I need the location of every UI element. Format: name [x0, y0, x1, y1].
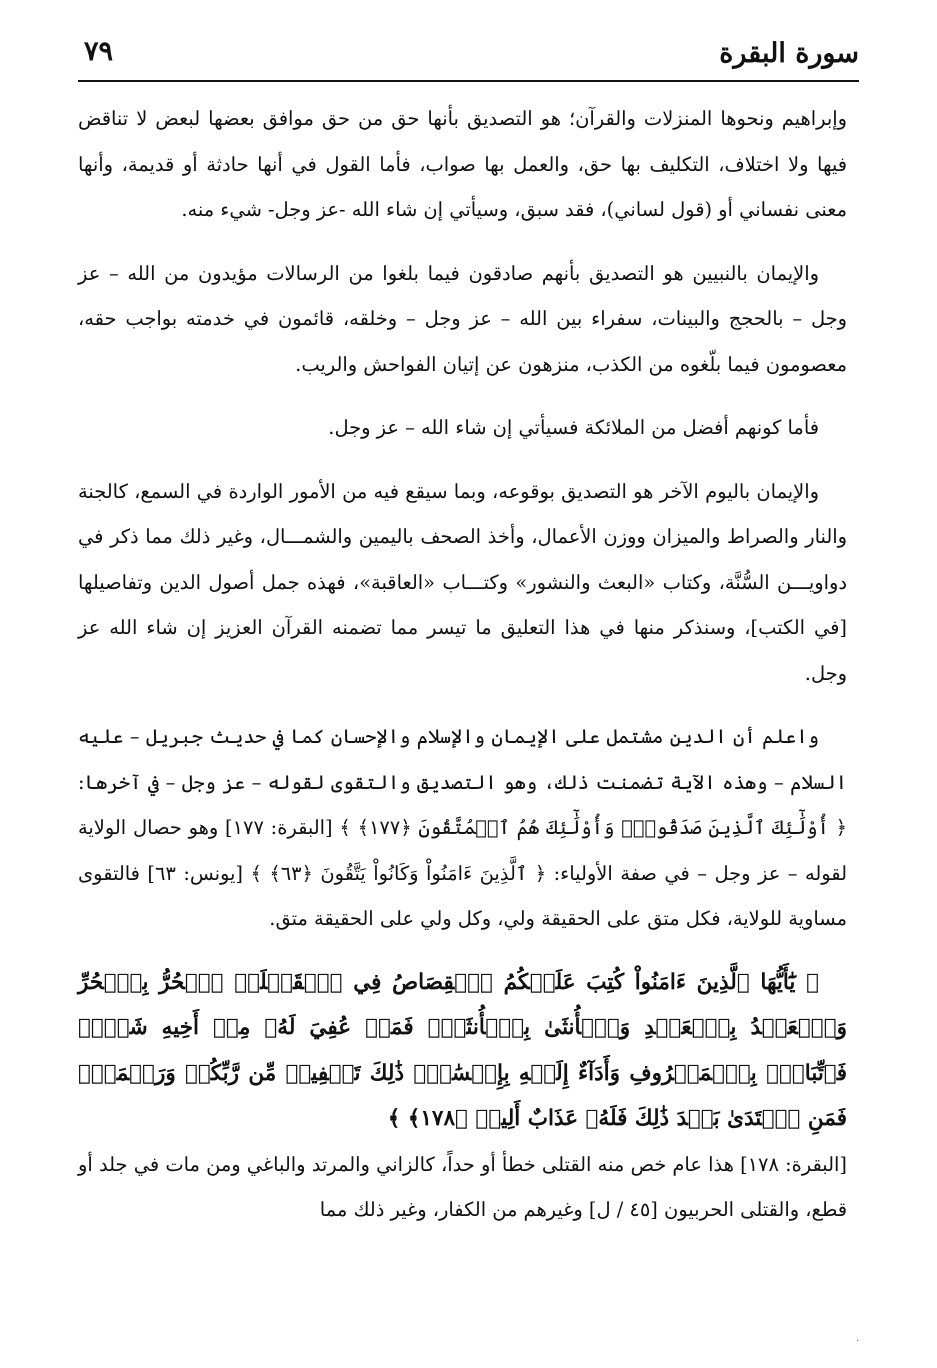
paragraph-scriptures: وإبراهيم ونحوها المنزلات والقرآن؛ هو التصديق بأنها حق من حق موافق بعضها لبعض لا تناقض فيها ولا اختلاف، التكليف بها حق، والعمل بها صواب، فأما القول في أنها حادثة أو قديمة، وأنها معنى نفساني أو (قول لساني)، فقد سبق، وسيأتي إن شاء الله -عز وجل- شيء منه.: [78, 107, 847, 221]
paragraph-angels: فأما كونهم أفضل من الملائكة فسيأتي إن شاء الله – عز وجل.: [328, 416, 819, 439]
paragraph-religion: واعلم أن الدين مشتمل على الإيمان والإسلام والإحسان كما في حديث جبريل – عليه السلام – وهذه الآية تضمنت ذلك، وهو التصديق والتقوى لقوله – عز وجل – في آخرها: ﴿ أُوْلَٰٓئِكَ ٱلَّذِينَ صَدَقُواْۖ وَأُوْلَٰٓئِكَ هُمُ ٱلۡمُتَّقُونَ ﴿١٧٧﴾ ﴾ [البقرة: ١٧٧] وهو حصال الولاية لقوله – عز وجل – في صفة الأولياء: ﴿ ٱلَّذِينَ ءَامَنُواْ وَكَانُواْ يَتَّقُونَ ﴿٦٣﴾ ﴾ [يونس: ٦٣] فالتقوى مساوية للولاية، فكل متق على الحقيقة ولي، وكل ولي على الحقيقة متق.: [78, 725, 847, 930]
page-number: ٧٩: [84, 36, 114, 67]
paragraph-last-day: والإيمان باليوم الآخر هو التصديق بوقوعه، وبما سيقع فيه من الأمور الواردة في السمع، كالجنة والنار والصراط والميزان ووزن الأعمال، وأخذ الصحف باليمين والشمـــال، وغير ذلك مما ذكر في دواويـــن السُّنَّة، وكتاب «البعث والنشور» وكتـــاب «العاقبة»، فهذه جمل أصول الدين وتفاصيلها [في الكتب]، وسنذكر منها في هذا التعليق ما تيسر مما تضمنه القرآن العزيز إن شاء الله عز وجل.: [78, 479, 847, 685]
paragraph-commentary: [البقرة: ١٧٨] هذا عام خص منه القتلى خطأ أو حداً، كالزاني والمرتد والباغي ومن مات في جلد أو قطع، والقتلى الحربيون [٤٥ / ل] وغيرهم من الكفار، وغير ذلك مما: [78, 1152, 847, 1221]
paragraph-prophets: والإيمان بالنبيين هو التصديق بأنهم صادقون فيما بلغوا من الرسالات مؤيدون من الله – عز وجل – بالحجج والبينات، سفراء بين الله – عز وجل – وخلقه، قائمون في خدمته بواجب حقه، معصومون فيما بلّغوه من الكذب، منزهون عن إتيان الفواحش والريب.: [78, 261, 847, 376]
quran-verse: ﴿ يَٰٓأَيُّهَا ٱلَّذِينَ ءَامَنُواْ كُتِبَ عَلَيۡكُمُ ٱلۡقِصَاصُ فِي ٱلۡقَتۡلَىۖ ٱلۡحُرُّ بِٱلۡحُرِّ وَٱلۡعَبۡدُ بِٱلۡعَبۡدِ وَٱلۡأُنثَىٰ بِٱلۡأُنثَىٰۚ فَمَنۡ عُفِيَ لَهُۥ مِنۡ أَخِيهِ شَيۡءٞ فَٱتِّبَاعُۢ بِٱلۡمَعۡرُوفِ وَأَدَآءٌ إِلَيۡهِ بِإِحۡسَٰنٖۗ ذَٰلِكَ تَخۡفِيفٞ مِّن رَّبِّكُمۡ وَرَحۡمَةٞۗ فَمَنِ ٱعۡتَدَىٰ بَعۡدَ ذَٰلِكَ فَلَهُۥ عَذَابٌ أَلِيمٞ ﴿١٧٨﴾ ﴾: [78, 969, 847, 1131]
chapter-title: سورة البقرة: [719, 38, 859, 69]
body-text: [78, 96, 847, 1251]
scan-mark: ·: [856, 1336, 860, 1347]
page-header: [78, 34, 859, 82]
